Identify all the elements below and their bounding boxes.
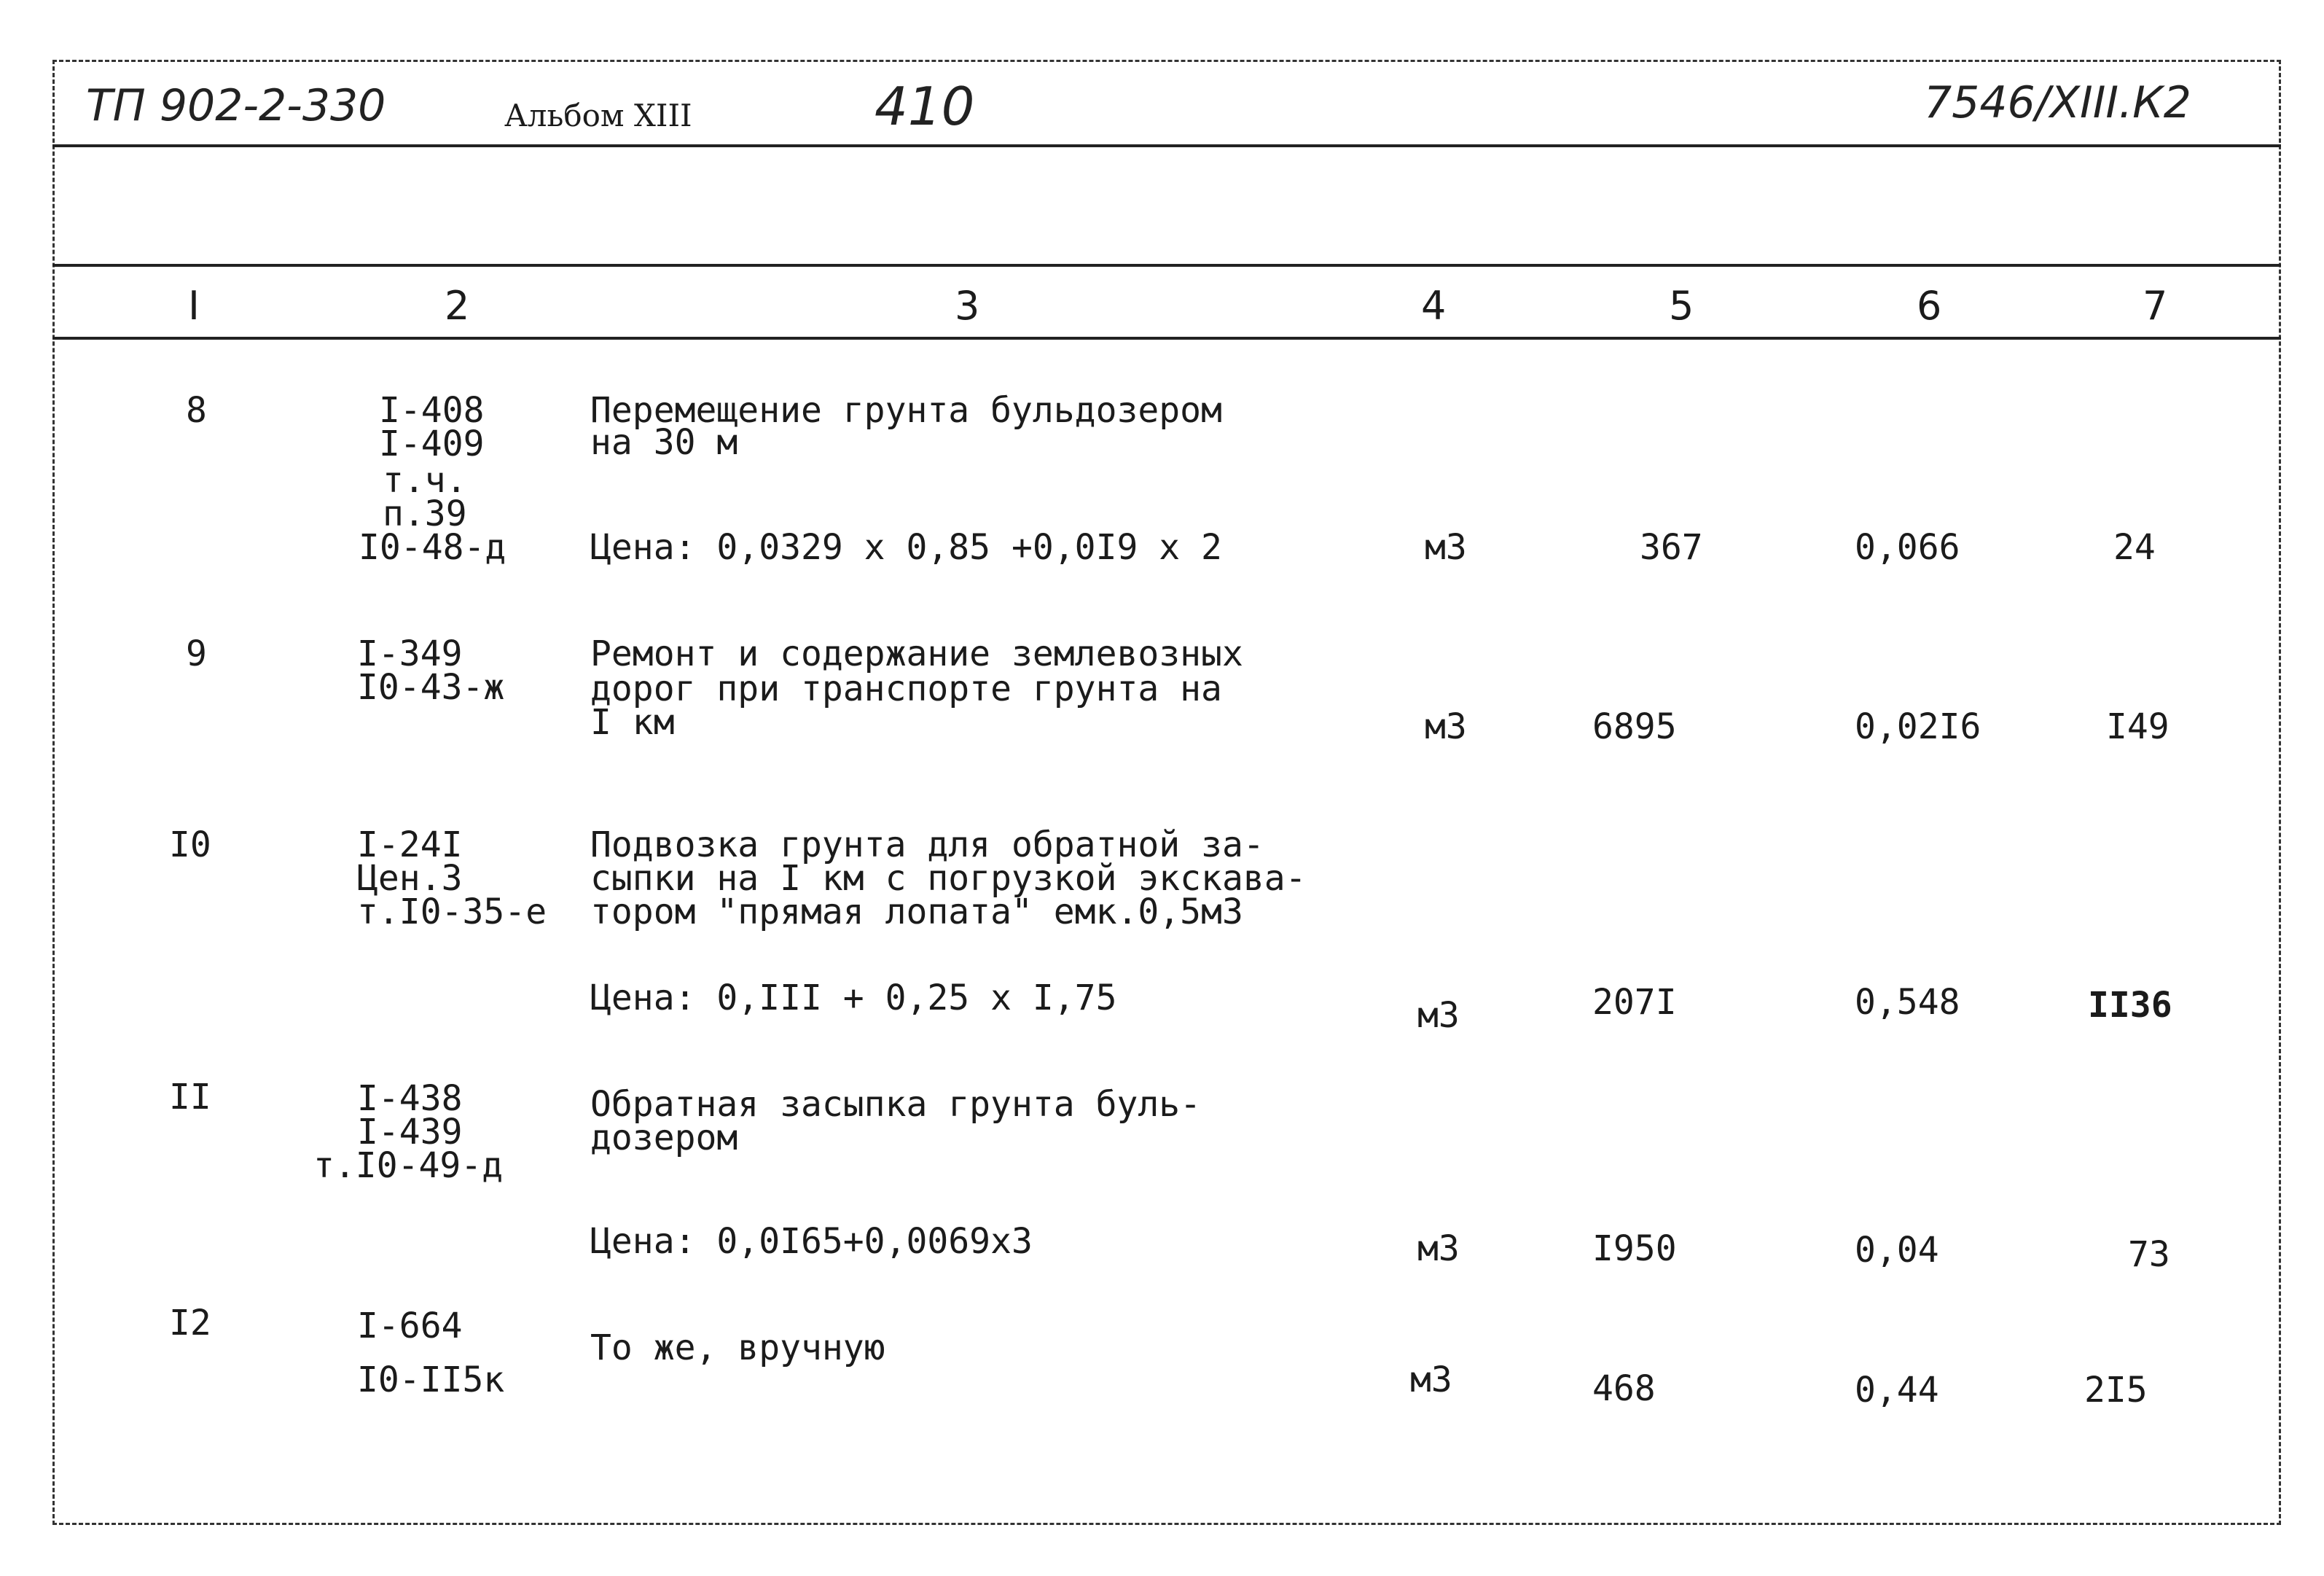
work-description: То же, вручную xyxy=(590,1327,885,1368)
norm-code: I-349 xyxy=(357,633,463,674)
norm-code: I0-II5к xyxy=(357,1360,505,1400)
unit: м3 xyxy=(1417,995,1460,1036)
norm-code: т.ч. xyxy=(383,460,467,501)
norm-code: I-408 xyxy=(379,390,485,431)
album-label: Альбом XIII xyxy=(504,98,692,133)
norm-code: I0-48-д xyxy=(359,527,506,568)
unit-rate: 0,548 xyxy=(1855,982,1960,1023)
unit: м3 xyxy=(1425,706,1467,747)
price-formula: Цена: 0,0I65+0,0069х3 xyxy=(590,1221,1033,1262)
page-number: 410 xyxy=(875,76,975,137)
row-number: II xyxy=(169,1077,211,1117)
quantity: 468 xyxy=(1592,1368,1656,1409)
column-number-7: 7 xyxy=(2143,283,2168,329)
column-number-6: 6 xyxy=(1917,283,1942,329)
price-formula: Цена: 0,III + 0,25 х I,75 xyxy=(590,978,1117,1018)
work-description: дорог при транспорте грунта на xyxy=(590,668,1222,709)
column-number-5: 5 xyxy=(1669,283,1694,329)
norm-code: I-24I xyxy=(357,824,463,865)
quantity: 6895 xyxy=(1592,706,1677,747)
norm-code: I-438 xyxy=(357,1078,463,1119)
unit: м3 xyxy=(1425,527,1467,568)
norm-code: т.I0-35-е xyxy=(357,892,547,932)
row-number: 8 xyxy=(186,390,207,431)
norm-code: I-409 xyxy=(379,424,485,464)
table-top-rule xyxy=(52,264,2281,267)
unit-rate: 0,44 xyxy=(1855,1370,1939,1411)
project-code: ТП 902-2-330 xyxy=(86,80,386,131)
total-cost: 24 xyxy=(2113,527,2156,568)
work-description: I км xyxy=(590,702,675,743)
unit-rate: 0,02I6 xyxy=(1855,706,1981,747)
total-cost: II36 xyxy=(2088,985,2172,1026)
column-header-rule xyxy=(52,337,2281,340)
unit: м3 xyxy=(1410,1360,1452,1400)
work-description: сыпки на I км с погрузкой экскава- xyxy=(590,858,1307,899)
quantity: I950 xyxy=(1592,1228,1677,1269)
unit-rate: 0,066 xyxy=(1855,527,1960,568)
row-number: I0 xyxy=(169,824,211,865)
norm-code: Цен.3 xyxy=(357,858,463,899)
column-number-2: 2 xyxy=(445,283,470,329)
header-rule xyxy=(52,144,2281,147)
work-description: на 30 м xyxy=(590,422,738,463)
work-description: Перемещение грунта бульдозером xyxy=(590,390,1222,431)
total-cost: I49 xyxy=(2106,706,2170,747)
work-description: Обратная засыпка грунта буль- xyxy=(590,1084,1202,1125)
quantity: 207I xyxy=(1592,982,1677,1023)
total-cost: 73 xyxy=(2128,1234,2170,1275)
document-code: 7546/XIII.К2 xyxy=(1924,77,2191,128)
row-number: I2 xyxy=(169,1303,211,1343)
column-number-4: 4 xyxy=(1421,283,1447,329)
price-formula: Цена: 0,0329 х 0,85 +0,0I9 х 2 xyxy=(590,527,1222,568)
work-description: дозером xyxy=(590,1117,738,1158)
norm-code: п.39 xyxy=(383,494,467,534)
norm-code: I0-43-ж xyxy=(357,667,505,708)
work-description: тором "прямая лопата" емк.0,5м3 xyxy=(590,892,1243,932)
norm-code: т.I0-49-д xyxy=(313,1145,504,1186)
column-number-1: I xyxy=(188,283,200,329)
column-number-3: 3 xyxy=(955,283,980,329)
unit-rate: 0,04 xyxy=(1855,1230,1939,1271)
unit: м3 xyxy=(1417,1228,1460,1269)
work-description: Ремонт и содержание землевозных xyxy=(590,633,1243,674)
total-cost: 2I5 xyxy=(2084,1370,2148,1411)
row-number: 9 xyxy=(186,633,207,674)
norm-code: I-439 xyxy=(357,1112,463,1152)
norm-code: I-664 xyxy=(357,1306,463,1346)
quantity: 367 xyxy=(1640,527,1703,568)
work-description: Подвозка грунта для обратной за- xyxy=(590,824,1264,865)
